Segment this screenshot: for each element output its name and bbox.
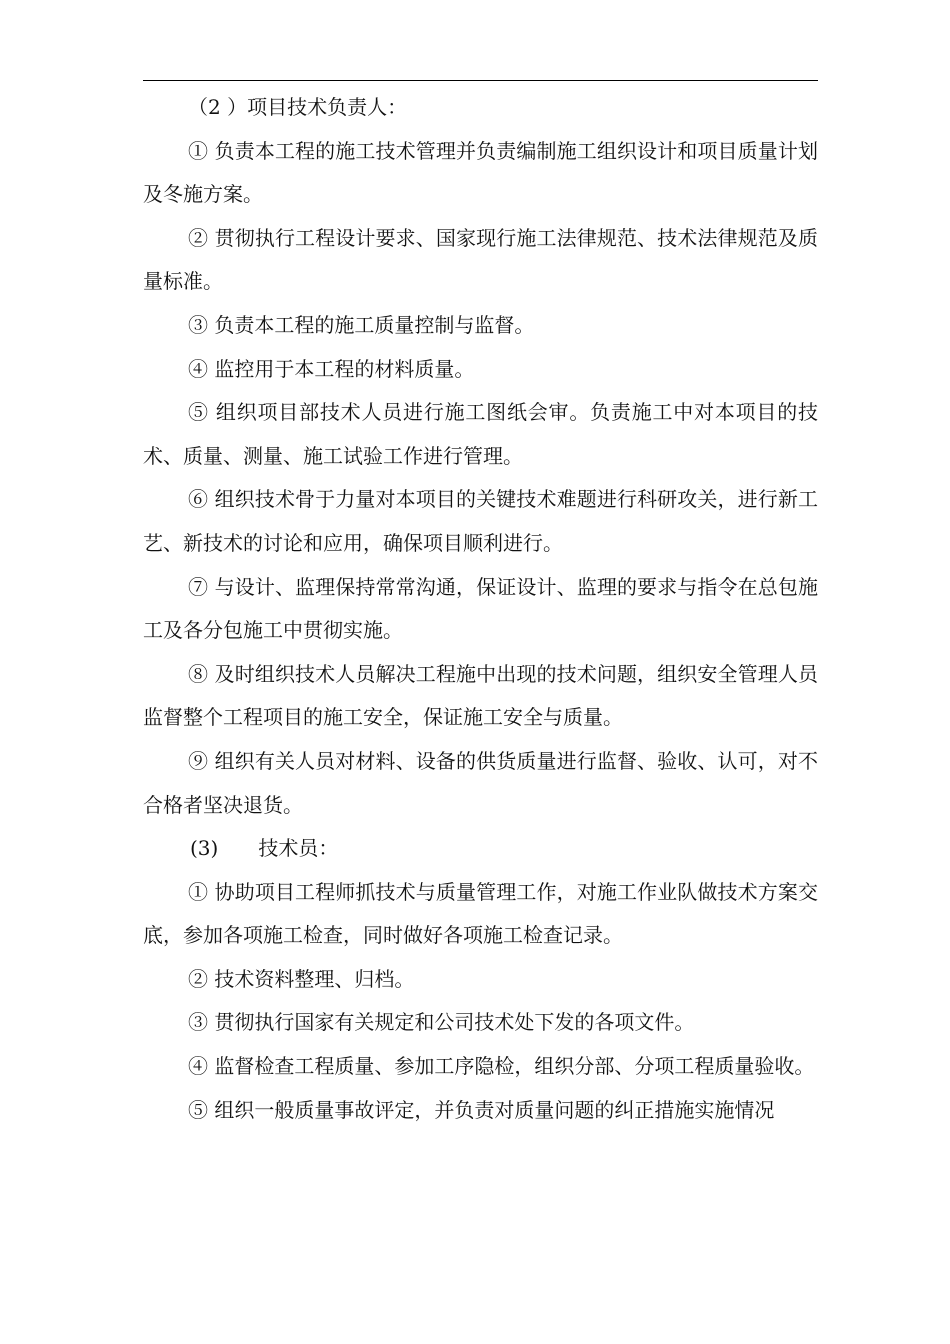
- section-heading-technician: (3) 技术员：: [190, 836, 339, 861]
- list-item: ④ 监督检查工程质量、参加工序隐检，组织分部、分项工程质量验收。: [188, 1054, 815, 1079]
- list-item: ⑦ 与设计、监理保持常常沟通，保证设计、监理的要求与指令在总包施工及各分包施工中贯彻实施。: [143, 574, 818, 643]
- document-body: [143, 86, 818, 1132]
- list-item: ③ 负责本工程的施工质量控制与监督。: [188, 312, 535, 337]
- list-item: ⑤ 组织项目部技术人员进行施工图纸会审。负责施工中对本项目的技术、质量、测量、施工试验工作进行管理。: [143, 400, 818, 468]
- header-rule: [143, 80, 818, 81]
- section-heading-project-tech-lead: （2 ）项目技术负责人：: [188, 95, 408, 119]
- list-item: ④ 监控用于本工程的材料质量。: [188, 356, 475, 381]
- list-item: ① 负责本工程的施工技术管理并负责编制施工组织设计和项目质量计划及冬施方案。: [143, 138, 818, 207]
- list-item: ⑧ 及时组织技术人员解决工程施中出现的技术问题，组织安全管理人员监督整个工程项目的施工安全，保证施工安全与质量。: [143, 661, 818, 730]
- list-item: ⑨ 组织有关人员对材料、设备的供货质量进行监督、验收、认可，对不合格者坚决退货。: [143, 748, 818, 817]
- list-item: ③ 贯彻执行国家有关规定和公司技术处下发的各项文件。: [188, 1010, 695, 1035]
- list-item: ② 贯彻执行工程设计要求、国家现行施工法律规范、技术法律规范及质量标准。: [143, 225, 818, 294]
- list-item: ② 技术资料整理、归档。: [188, 966, 415, 991]
- list-item: ① 协助项目工程师抓技术与质量管理工作，对施工作业队做技术方案交底，参加各项施工检查，同时做好各项施工检查记录。: [143, 879, 818, 948]
- list-item: ⑥ 组织技术骨于力量对本项目的关键技术难题进行科研攻关，进行新工艺、新技术的讨论和应用，确保项目顺利进行。: [143, 487, 818, 555]
- list-item: ⑤ 组织一般质量事故评定，并负责对质量问题的纠正措施实施情况: [188, 1097, 775, 1122]
